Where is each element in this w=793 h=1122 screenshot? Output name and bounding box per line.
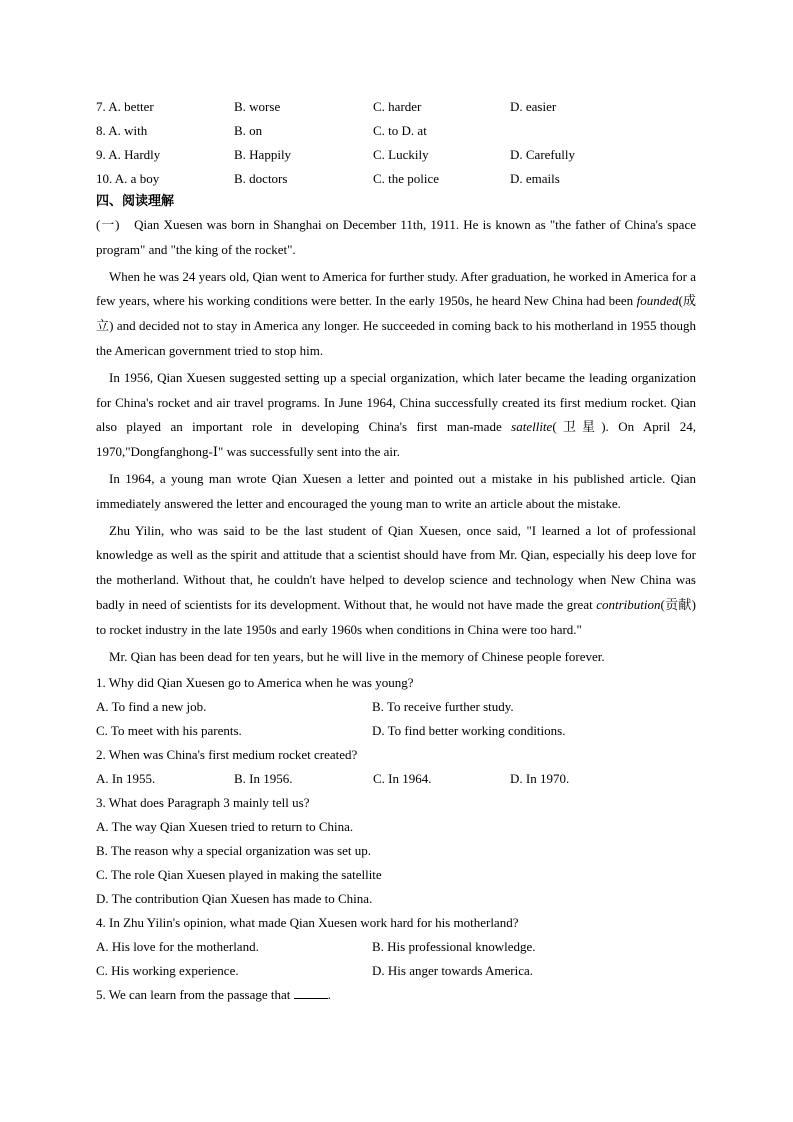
- paragraph-text: Zhu Yilin, who was said to be the last student of Qian Xuesen, once said, "I learned a lot of professional knowledge as well as the spirit and attitude that a scientist should have from Mr. Qian, especially his deep love for the motherland. Without that, he couldn't have helped to develop science and technology when New China was badly in need of scientists for its development. Without that, he would not have made the great: [96, 522, 696, 612]
- paragraph-text: (成立) and decided not to stay in America any longer. He succeeded in coming back to his motherland in 1955 though the American government tried to stop him.: [96, 293, 696, 358]
- question-stem: 1. Why did Qian Xuesen go to America when he was young?: [96, 675, 414, 691]
- questions: [96, 671, 696, 1007]
- option-a: 10. A. a boy: [96, 171, 160, 186]
- option-a: 7. A. better: [96, 99, 154, 114]
- option-a: A. In 1955.: [96, 771, 156, 787]
- option-b: B. doctors: [234, 171, 288, 186]
- option-d: D. His anger towards America.: [372, 963, 534, 979]
- option-a: 8. A. with: [96, 123, 148, 138]
- option-d: D. easier: [510, 99, 557, 114]
- document-content: [96, 95, 696, 1007]
- question-text: 5. We can learn from the passage that: [96, 987, 291, 1003]
- option-row: [96, 767, 696, 791]
- paragraph-text: (贡献) to rocket industry in the late 1950s and early 1960s when conditions in China were too hard.": [96, 596, 696, 637]
- glossed-word: founded: [636, 293, 679, 309]
- option-b: B. worse: [234, 99, 281, 114]
- option-c: C. the police: [373, 171, 440, 186]
- paragraph-3: [96, 366, 696, 465]
- question-stem: 2. When was China's first medium rocket created?: [96, 747, 358, 763]
- option-row: [96, 719, 696, 743]
- option-c: C. harder: [373, 99, 422, 114]
- paragraph-6: Mr. Qian has been dead for ten years, but he will live in the memory of Chinese people forever.: [109, 648, 605, 664]
- section-title: 四、阅读理解: [96, 194, 175, 209]
- option-c: C. The role Qian Xuesen played in making the satellite: [96, 867, 382, 883]
- option-row: [96, 167, 696, 191]
- question-stem: 4. In Zhu Yilin's opinion, what made Qian Xuesen work hard for his motherland?: [96, 915, 519, 931]
- option-d: D. To find better working conditions.: [372, 723, 566, 739]
- option-d: D. Carefully: [510, 147, 575, 162]
- option-c: C. In 1964.: [373, 771, 432, 787]
- cloze-options: [96, 95, 696, 191]
- option-b: B. on: [234, 123, 263, 138]
- option-c: C. His working experience.: [96, 963, 239, 979]
- paragraph-4: In 1964, a young man wrote Qian Xuesen a letter and pointed out a mistake in his published article. Qian immediately answered the letter and encouraged the young man to write an article about the mistake.: [96, 470, 696, 511]
- option-row: [96, 695, 696, 719]
- paragraph-text: When he was 24 years old, Qian went to America for further study. After graduation, he worked in America for a few years, where his working conditions were better. In the early 1950s, he heard New China had been: [96, 268, 696, 309]
- option-a: A. To find a new job.: [96, 699, 207, 715]
- paragraph-5: [96, 519, 696, 643]
- question-stem: 3. What does Paragraph 3 mainly tell us?: [96, 795, 310, 811]
- option-c: C. Luckily: [373, 147, 429, 162]
- option-b: B. His professional knowledge.: [372, 939, 536, 955]
- option-d: D. emails: [510, 171, 560, 186]
- option-b: B. The reason why a special organization was set up.: [96, 843, 371, 859]
- paragraph-2: [96, 265, 696, 364]
- option-a: 9. A. Hardly: [96, 147, 161, 162]
- option-b: B. Happily: [234, 147, 292, 162]
- option-row: [96, 935, 696, 959]
- option-d: D. The contribution Qian Xuesen has made to China.: [96, 891, 373, 907]
- paragraph-text: (卫星). On April 24, 1970,"Dongfanghong-Ⅰ" was successfully sent into the air.: [96, 419, 696, 460]
- answer-blank: [294, 986, 328, 999]
- option-c: C. to D. at: [373, 123, 427, 138]
- option-row: [96, 959, 696, 983]
- option-c: C. To meet with his parents.: [96, 723, 242, 739]
- option-b: B. In 1956.: [234, 771, 293, 787]
- option-a: A. His love for the motherland.: [96, 939, 259, 955]
- option-row: [96, 95, 696, 119]
- question-stem: [96, 983, 696, 1007]
- question-tail: .: [327, 987, 331, 1003]
- reading-passage: [96, 213, 696, 669]
- paragraph-text: In 1956, Qian Xuesen suggested setting up a special organization, which later became the leading organization for China's rocket and air travel programs. In June 1964, China successfully created its first medium rocket. Qian also played an important role in developing China's first man-made: [96, 369, 696, 435]
- option-a: A. The way Qian Xuesen tried to return to China.: [96, 819, 354, 835]
- paragraph-1: (一) Qian Xuesen was born in Shanghai on December 11th, 1911. He is known as "the father of China's space program" and "the king of the rocket".: [96, 217, 696, 257]
- option-row: [96, 143, 696, 167]
- glossed-word: contribution: [596, 596, 661, 612]
- option-d: D. In 1970.: [510, 771, 570, 787]
- option-b: B. To receive further study.: [372, 699, 514, 715]
- glossed-word: satellite: [511, 419, 553, 435]
- option-row: [96, 119, 696, 143]
